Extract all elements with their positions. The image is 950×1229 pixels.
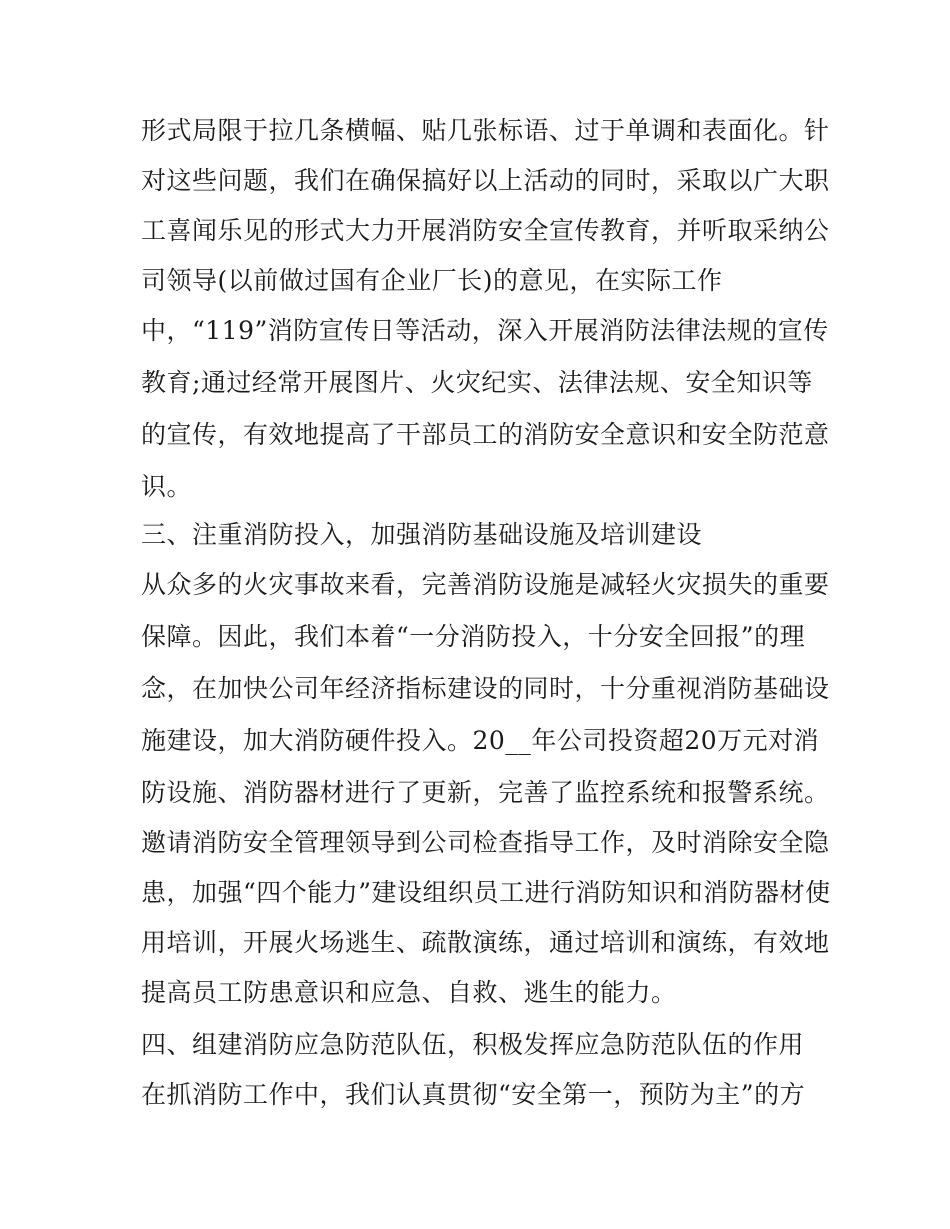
text-line: 提高员工防患意识和应急、自救、逃生的能力。: [141, 978, 677, 1007]
section-heading: 三、注重消防投入，加强消防基础设施及培训建设: [141, 520, 703, 549]
section-heading: 四、组建消防应急防范队伍，积极发挥应急防范队伍的作用: [141, 1030, 805, 1059]
text-line: 从众多的火灾事故来看，完善消防设施是减轻火灾损失的重要: [141, 570, 830, 599]
text-line: 中，“119”消防宣传日等活动，深入开展消防法律法规的宣传: [141, 316, 829, 345]
text-line: 保障。因此，我们本着“一分消防投入，十分安全回报”的理: [141, 622, 806, 651]
text-line: 识。: [141, 472, 193, 501]
text-line: 念，在加快公司年经济指标建设的同时，十分重视消防基础设: [141, 674, 830, 703]
text-line: 防设施、消防器材进行了更新，完善了监控系统和报警系统。: [141, 778, 830, 807]
text-line: 用培训，开展火场逃生、疏散演练，通过培训和演练，有效地: [141, 928, 830, 957]
text-line: 司领导(以前做过国有企业厂长)的意见，在实际工作: [141, 266, 723, 295]
text-line: 的宣传，有效地提高了干部员工的消防安全意识和安全防范意: [141, 420, 830, 449]
text-line: 邀请消防安全管理领导到公司检查指导工作，及时消除安全隐: [141, 828, 830, 857]
text-line: 对这些问题，我们在确保搞好以上活动的同时，采取以广大职: [141, 166, 830, 195]
text-line: 形式局限于拉几条横幅、贴几张标语、过于单调和表面化。针: [141, 116, 830, 145]
text-line: 患，加强“四个能力”建设组织员工进行消防知识和消防器材使: [141, 878, 831, 907]
text-line: 在抓消防工作中，我们认真贯彻“安全第一，预防为主”的方: [141, 1080, 806, 1109]
text-line: 教育;通过经常开展图片、火灾纪实、法律法规、安全知识等: [141, 368, 813, 397]
text-line: 施建设，加大消防硬件投入。20__年公司投资超20万元对消: [141, 726, 820, 755]
text-line: 工喜闻乐见的形式大力开展消防安全宣传教育，并听取采纳公: [141, 216, 830, 245]
